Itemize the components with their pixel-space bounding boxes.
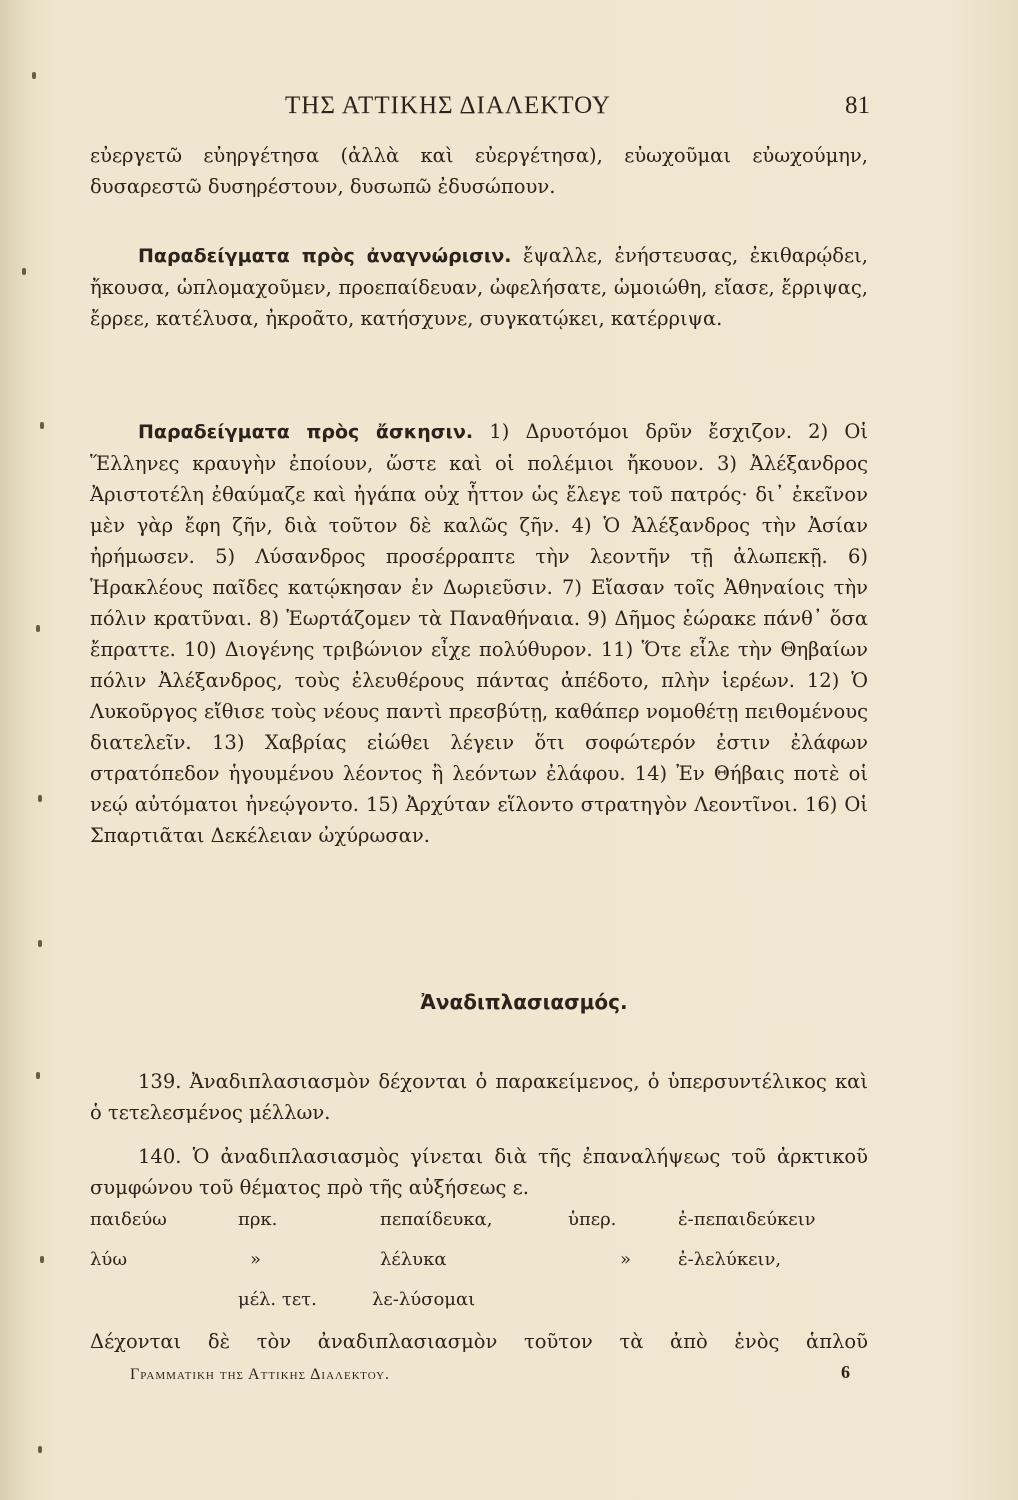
running-header — [90, 92, 870, 126]
table-row — [90, 1283, 880, 1323]
table-cell: » — [250, 1249, 262, 1270]
table-cell: παιδεύω — [90, 1209, 167, 1230]
practice-text: 1) Δρυοτόμοι δρῦν ἔσχιζον. 2) Οἱ Ἕλληνες κραυγὴν ἐποίουν, ὥστε καὶ οἱ πολέμιοι ἤκουον. 3) Ἀλέξανδρος Ἀριστοτέλη ἐθαύμαζε καὶ ἠγάπα οὐχ ἧττον ὡς ἔλεγε τοῦ πατρός· δι᾽ ἐκεῖνον μὲν γὰρ ἔφη ζῆν, διὰ τοῦτον δὲ καλῶς ζῆν. 4) Ὁ Ἀλέξανδρος τὴν Ἀσίαν ἠρήμωσεν. 5) Λύσανδρος προσέρραπτε τὴν λεοντῆν τῇ ἀλωπεκῇ. 6) Ἡρακλέους παῖδες κατῴκησαν ἐν Δωριεῦσιν. 7) Εἴασαν τοῖς Ἀθηναίοις τὴν πόλιν κρατῦναι. 8) Ἑωρτάζομεν τὰ Παναθήναια. 9) Δῆμος ἑώρακε πάνθ᾽ ὅσα ἔπραττε. 10) Διογένης τριβώνιον εἶχε πολύθυρον. 11) Ὅτε εἷλε τὴν Θηβαίων πόλιν Ἀλέξανδρος, τοὺς ἐλευθέρους πάντας ἀπέδοτο, πλὴν ἱερέων. 12) Ὁ Λυκοῦργος εἴθισε τοὺς νέους παντὶ πρεσβύτῃ, καθάπερ νομοθέτῃ πειθομένους διατελεῖν. 13) Χαβρίας εἰώθει λέγειν ὅτι σοφώτερόν ἐστιν ἐλάφων στρατόπεδον ἡγουμένου λέοντος ἢ λεόντων ἐλάφου. 14) Ἐν Θήβαις ποτὲ οἱ νεῴ αὐτόματοι ἠνεῴγοντο. 15) Ἀρχύταν εἵλοντο στρατηγὸν Λεοντῖνοι. 16) Οἱ Σπαρτιᾶται Δεκέλειαν ὠχύρωσαν. — [90, 420, 868, 847]
margin-speck — [36, 625, 40, 632]
signature-footer — [130, 1362, 850, 1392]
paragraph-139: 139. Ἀναδιπλασιασμὸν δέχονται ὁ παρακείμενος, ὁ ὑπερσυντέλικος καὶ ὁ τετελεσμένος μέλλων. — [90, 1070, 868, 1124]
margin-speck — [40, 1256, 44, 1263]
margin-speck — [38, 795, 42, 802]
table-cell: λε-λύσομαι — [372, 1289, 476, 1310]
table-cell: λέλυκα — [380, 1249, 447, 1270]
margin-speck — [38, 940, 42, 947]
footer-title: Γραμματικη της Αττικης Διαλεκτου. — [130, 1366, 391, 1383]
recognition-text: ἔψαλλε, ἐνήστευσας, ἐκιθαρῴδει, ἤκουσα, ὡπλομαχοῦμεν, προεπαίδευαν, ὠφελήσατε, ὡμοιώθη, εἴασε, ἔρριψας, ἔρρεε, κατέλυσα, ἠκροᾶτο, κατήσχυνε, συγκατῴκει, κατέρριψα. — [90, 244, 868, 330]
table-cell: πρκ. — [238, 1209, 278, 1230]
margin-speck — [40, 422, 44, 429]
last-line: Δέχονται δὲ τὸν ἀναδιπλασιασμὸν τοῦτον τὰ ἀπὸ ἑνὸς ἁπλοῦ — [90, 1330, 868, 1353]
recognition-exercises — [90, 240, 868, 334]
table-row — [90, 1203, 880, 1243]
page-number: 81 — [845, 92, 870, 119]
signature-number: 6 — [841, 1362, 850, 1382]
lead-paragraph: εὐεργετῶ εὐηργέτησα (ἀλλὰ καὶ εὐεργέτησα), εὐωχοῦμαι εὐωχούμην, δυσαρεστῶ δυσηρέστουν, δυσωπῶ ἐδυσώπουν. — [90, 144, 868, 198]
table-cell: πεπαίδευκα, — [380, 1209, 493, 1230]
margin-speck — [38, 1446, 42, 1453]
table-cell: ἐ-πεπαιδεύκειν — [678, 1209, 816, 1230]
margin-speck — [22, 268, 26, 275]
reduplication-table — [90, 1203, 880, 1323]
practice-exercises — [90, 416, 868, 851]
table-cell: ὑπερ. — [568, 1209, 617, 1230]
table-cell: » — [620, 1249, 632, 1270]
header-title: ΤΗΣ ΑΤΤΙΚΗΣ ΔΙΑΛΕΚΤΟΥ — [285, 92, 611, 119]
margin-speck — [36, 1072, 40, 1079]
practice-heading: Παραδείγματα πρὸς ἄσκησιν. — [138, 421, 474, 443]
section-heading: Ἀναδιπλασιασμός. — [420, 990, 628, 1014]
recognition-heading: Παραδείγματα πρὸς ἀναγνώρισιν. — [138, 245, 512, 267]
table-cell: ἐ-λελύκειν, — [678, 1249, 782, 1270]
paragraph-140: 140. Ὁ ἀναδιπλασιασμὸς γίνεται διὰ τῆς ἐπαναλήψεως τοῦ ἀρκτικοῦ συμφώνου τοῦ θέματος πρὸ τῆς αὐξήσεως ε. — [90, 1145, 868, 1199]
table-cell: λύω — [90, 1249, 128, 1270]
margin-speck — [32, 72, 36, 79]
table-row — [90, 1243, 880, 1283]
table-cell: μέλ. τετ. — [238, 1289, 317, 1310]
